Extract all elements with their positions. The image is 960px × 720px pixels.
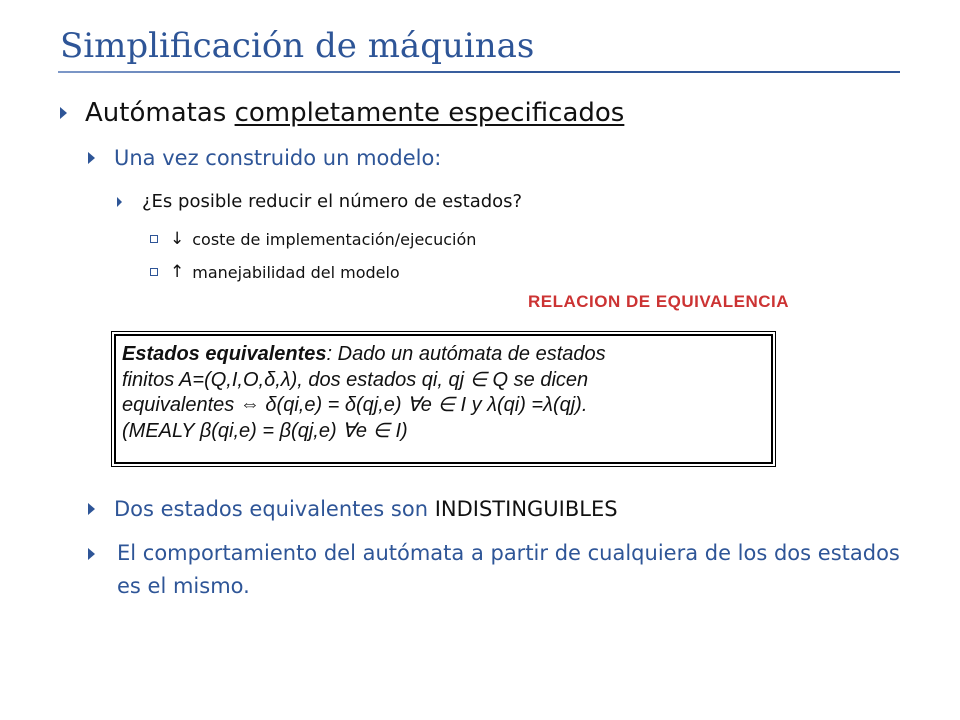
bullet-automatas-text: Autómatas completamente especificados [85,98,625,128]
bullet-modelo [88,146,441,170]
triangle-bullet-icon [88,152,95,164]
definition-line-3: equivalentes ⇔ δ(qi,e) = δ(qj,e) ∀e ∈ I y λ(qi) =λ(qj). [122,394,588,416]
bullet-reducir-text: ¿Es posible reducir el número de estados? [142,191,523,212]
bullet-indistinguibles-text: Dos estados equivalentes son INDISTINGUIBLES [114,497,618,521]
bullet-coste-text: coste de implementación/ejecución [192,229,477,249]
definition-term: Estados equivalentes [122,343,327,365]
emphasis-word: INDISTINGUIBLES [434,497,618,521]
bullet-indistinguibles [88,497,618,521]
bullet-reducir [117,191,522,212]
triangle-bullet-icon [88,503,95,515]
bullet-comportamiento-text: El comportamiento del autómata a partir de cualquiera de los dos estados es el mismo. [117,541,900,598]
square-bullet-icon [150,235,158,243]
triangle-bullet-icon [60,107,67,119]
bullet-manejabilidad-text: manejabilidad del modelo [192,262,400,282]
bullet-modelo-text: Una vez construido un modelo: [114,146,442,170]
definition-line-4: (MEALY β(qi,e) = β(qj,e) ∀e ∈ I) [122,419,408,442]
bullet-automatas [60,98,624,128]
square-bullet-icon [150,268,158,276]
definition-box-inner [114,334,773,464]
definition-line-2: finitos A=(Q,I,O,δ,λ), dos estados qi, qj ∈ Q se dicen [122,368,589,391]
bullet-coste [150,229,476,249]
callout-label: RELACION DE EQUIVALENCIA [528,292,790,311]
title-divider [58,71,900,73]
definition-line-1: Estados equivalentes: Dado un autómata de estados [122,343,606,365]
triangle-bullet-icon [117,197,122,207]
bullet-comportamiento [88,537,918,603]
bullet-manejabilidad [150,262,400,282]
triangle-bullet-icon [88,548,95,560]
underlined-phrase: completamente especificados [234,98,625,128]
slide-title: Simplificación de máquinas [60,26,535,66]
definition-box [111,331,776,467]
up-arrow-icon: ↑ [170,262,185,282]
down-arrow-icon: ↓ [170,229,185,249]
